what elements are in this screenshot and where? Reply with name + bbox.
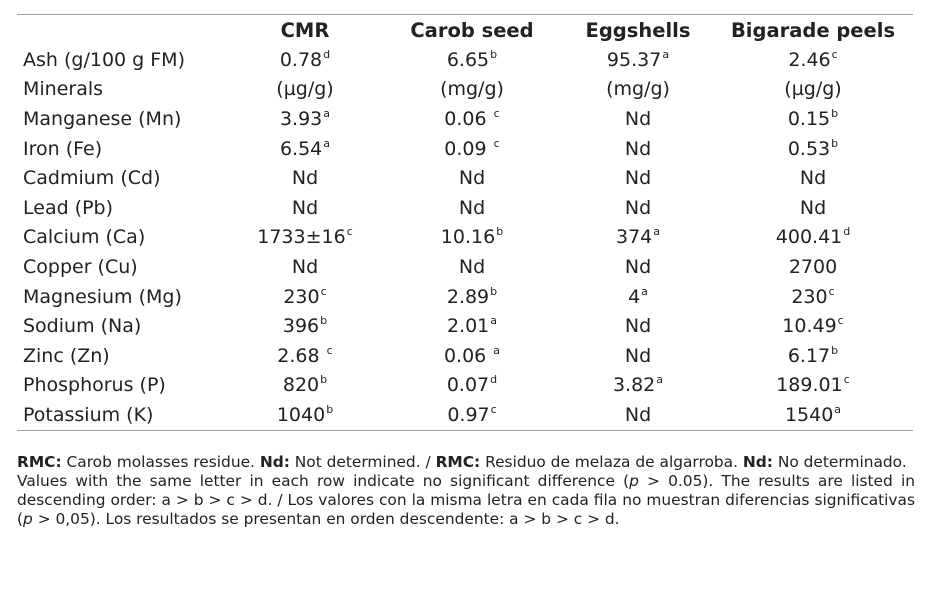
- significance-letter: b: [831, 136, 839, 150]
- significance-letter: b: [496, 225, 504, 239]
- table-cell: [563, 163, 713, 193]
- table-cell: [381, 252, 563, 282]
- table-cell: [713, 400, 913, 430]
- header-blank: [17, 15, 229, 46]
- table-cell: [381, 75, 563, 105]
- significance-letter: b: [320, 314, 328, 328]
- table-cell: [381, 371, 563, 401]
- significance-letter: d: [490, 373, 498, 387]
- table-cell: [563, 371, 713, 401]
- table-cell: [713, 371, 913, 401]
- significance-letter: c: [493, 106, 500, 120]
- cell-value: 1540: [784, 403, 834, 426]
- cell-value: Nd: [799, 196, 827, 219]
- table-row: [17, 223, 913, 253]
- cell-value: (mg/g): [606, 78, 670, 101]
- table-cell: [713, 311, 913, 341]
- table-row: [17, 104, 913, 134]
- table-header-row: [17, 15, 913, 46]
- rmc-definition-en: Carob molasses residue.: [61, 453, 260, 471]
- table-cell: [563, 223, 713, 253]
- table-cell: [713, 223, 913, 253]
- table-cell: [381, 223, 563, 253]
- table-cell: [229, 193, 381, 223]
- cell-value: 0.07: [446, 374, 490, 397]
- cell-value: 189.01: [776, 374, 843, 397]
- cell-value: 400.41: [775, 226, 843, 249]
- cell-value: (mg/g): [440, 78, 504, 101]
- cell-value: 0.06: [443, 344, 493, 367]
- significance-letter: b: [490, 284, 498, 298]
- table-cell: [381, 163, 563, 193]
- table-body: [17, 45, 913, 430]
- table-cell: [563, 400, 713, 430]
- table-cell: [229, 223, 381, 253]
- rmc-abbrev-en: RMC:: [17, 453, 62, 471]
- significance-letter: c: [490, 402, 497, 416]
- significance-text-1: Values with the same letter in each row indicate no significant difference (: [17, 472, 630, 490]
- cell-value: 2700: [788, 255, 838, 278]
- cell-value: 4: [628, 285, 641, 308]
- cell-value: Nd: [291, 167, 319, 190]
- significance-text-2: > 0.05). The results are listed in descending order: a > b > c > d. / Los valores con la misma letra en cada fila no muestran diferencias significativas (: [17, 472, 915, 528]
- significance-letter: a: [641, 284, 648, 298]
- cell-value: 0.53: [787, 137, 831, 160]
- significance-letter: b: [320, 373, 328, 387]
- cell-value: Nd: [458, 167, 486, 190]
- significance-letter: c: [837, 314, 844, 328]
- cell-value: Nd: [624, 107, 652, 130]
- table-cell: [381, 400, 563, 430]
- cell-value: Nd: [458, 255, 486, 278]
- mineral-composition-table-wrapper: [17, 14, 913, 431]
- mineral-composition-table: [17, 14, 913, 431]
- significance-text-3: > 0,05). Los resultados se presentan en orden descendente: a > b > c > d.: [32, 510, 620, 528]
- significance-letter: c: [831, 47, 838, 61]
- cell-value: 2.01: [446, 315, 490, 338]
- significance-letter: a: [662, 47, 670, 61]
- significance-letter: a: [490, 314, 498, 328]
- significance-letter: d: [323, 47, 331, 61]
- cell-value: Nd: [624, 137, 652, 160]
- nd-abbrev-en: Nd:: [259, 453, 290, 471]
- significance-letter: b: [831, 106, 839, 120]
- table-row: [17, 252, 913, 282]
- cell-value: 0.97: [447, 403, 490, 426]
- significance-note: [17, 472, 915, 529]
- significance-letter: a: [323, 106, 331, 120]
- cell-value: Nd: [624, 403, 652, 426]
- p-symbol-en: p: [629, 472, 639, 490]
- significance-letter: a: [834, 402, 842, 416]
- row-label: Lead (Pb): [23, 196, 114, 219]
- cell-value: 396: [282, 315, 320, 338]
- table-cell: [381, 45, 563, 75]
- row-label: Ash (g/100 g FM): [23, 48, 185, 71]
- cell-value: Nd: [624, 196, 652, 219]
- cell-value: 10.49: [782, 315, 837, 338]
- table-row: [17, 311, 913, 341]
- significance-letter: c: [828, 284, 835, 298]
- table-cell: [713, 341, 913, 371]
- row-label: Copper (Cu): [23, 255, 138, 278]
- table-cell: [563, 341, 713, 371]
- table-cell: [563, 104, 713, 134]
- cell-value: Nd: [624, 344, 652, 367]
- cell-value: Nd: [799, 167, 827, 190]
- table-row: [17, 193, 913, 223]
- table-cell: [381, 282, 563, 312]
- cell-value: Nd: [624, 255, 652, 278]
- cell-value: 3.82: [612, 374, 656, 397]
- cell-value: Nd: [291, 255, 319, 278]
- table-cell: [713, 252, 913, 282]
- table-row: [17, 341, 913, 371]
- table-cell: [381, 193, 563, 223]
- header-cmr: CMR: [280, 18, 330, 42]
- cell-value: 2.89: [446, 285, 490, 308]
- table-cell: [229, 400, 381, 430]
- row-label: Cadmium (Cd): [23, 167, 161, 190]
- row-label: Minerals: [23, 78, 104, 101]
- significance-letter: b: [326, 402, 334, 416]
- cell-value: 820: [282, 374, 320, 397]
- cell-value: 6.54: [279, 137, 323, 160]
- cell-value: 374: [615, 226, 653, 249]
- cell-value: 6.17: [787, 344, 831, 367]
- abbreviation-note: [17, 453, 915, 472]
- table-cell: [229, 282, 381, 312]
- significance-letter: a: [323, 136, 331, 150]
- cell-value: 1040: [276, 403, 326, 426]
- cell-value: 230: [791, 285, 828, 308]
- row-label: Phosphorus (P): [23, 374, 166, 397]
- significance-letter: b: [831, 343, 839, 357]
- table-cell: [229, 45, 381, 75]
- significance-letter: c: [493, 136, 500, 150]
- table-cell: [563, 252, 713, 282]
- row-label: Potassium (K): [23, 403, 154, 426]
- cell-value: (µg/g): [276, 78, 334, 101]
- table-row: [17, 163, 913, 193]
- cell-value: 10.16: [440, 226, 496, 249]
- significance-letter: d: [843, 225, 851, 239]
- table-cell: [713, 134, 913, 164]
- table-cell: [229, 341, 381, 371]
- table-cell: [229, 134, 381, 164]
- table-cell: [381, 341, 563, 371]
- nd-definition-es: No determinado.: [772, 453, 907, 471]
- significance-letter: a: [493, 343, 501, 357]
- significance-letter: c: [346, 225, 353, 239]
- table-cell: [229, 75, 381, 105]
- row-label: Iron (Fe): [23, 137, 103, 160]
- table-cell: [563, 311, 713, 341]
- table-row: [17, 371, 913, 401]
- table-cell: [381, 311, 563, 341]
- table-row: [17, 282, 913, 312]
- significance-letter: a: [653, 225, 660, 239]
- header-carob-seed: Carob seed: [410, 18, 534, 42]
- row-label: Sodium (Na): [23, 315, 142, 338]
- table-cell: [713, 163, 913, 193]
- cell-value: Nd: [624, 167, 652, 190]
- table-row: [17, 400, 913, 430]
- cell-value: 230: [283, 285, 320, 308]
- table-cell: [713, 193, 913, 223]
- row-label: Zinc (Zn): [23, 344, 110, 367]
- row-label: Manganese (Mn): [23, 107, 182, 130]
- table-cell: [713, 104, 913, 134]
- cell-value: 0.09: [444, 137, 493, 160]
- table-cell: [713, 282, 913, 312]
- header-bigarade-peels: Bigarade peels: [730, 18, 896, 42]
- significance-letter: c: [320, 284, 327, 298]
- table-footnotes: [17, 453, 915, 529]
- cell-value: 0.15: [787, 107, 831, 130]
- cell-value: 1733±16: [257, 226, 346, 249]
- table-row: [17, 134, 913, 164]
- table-cell: [713, 75, 913, 105]
- table-cell: [229, 163, 381, 193]
- table-cell: [563, 193, 713, 223]
- cell-value: (µg/g): [784, 78, 842, 101]
- table-row: [17, 45, 913, 75]
- table-cell: [229, 371, 381, 401]
- significance-letter: c: [326, 343, 333, 357]
- table-cell: [229, 104, 381, 134]
- table-cell: [229, 252, 381, 282]
- table-cell: [381, 134, 563, 164]
- table-cell: [381, 104, 563, 134]
- table-cell: [563, 75, 713, 105]
- table-cell: [713, 45, 913, 75]
- cell-value: 2.46: [788, 48, 831, 71]
- header-eggshells: Eggshells: [585, 18, 691, 42]
- cell-value: 2.68: [277, 344, 326, 367]
- cell-value: Nd: [291, 196, 319, 219]
- nd-abbrev-es: Nd:: [742, 453, 773, 471]
- cell-value: 95.37: [606, 48, 662, 71]
- significance-letter: c: [843, 373, 850, 387]
- table-cell: [563, 45, 713, 75]
- significance-letter: a: [656, 373, 664, 387]
- nd-definition-en: Not determined. /: [289, 453, 436, 471]
- cell-value: Nd: [458, 196, 486, 219]
- cell-value: Nd: [624, 315, 652, 338]
- p-symbol-es: p: [23, 510, 33, 528]
- rmc-abbrev-es: RMC:: [435, 453, 481, 471]
- cell-value: 3.93: [279, 107, 323, 130]
- table-cell: [563, 134, 713, 164]
- table-cell: [563, 282, 713, 312]
- rmc-definition-es: Residuo de melaza de algarroba.: [480, 453, 743, 471]
- significance-letter: b: [490, 47, 498, 61]
- row-label: Magnesium (Mg): [23, 285, 182, 308]
- cell-value: 6.65: [446, 48, 490, 71]
- row-label: Calcium (Ca): [23, 226, 146, 249]
- table-cell: [229, 311, 381, 341]
- table-row: [17, 75, 913, 105]
- cell-value: 0.78: [279, 48, 323, 71]
- cell-value: 0.06: [444, 107, 493, 130]
